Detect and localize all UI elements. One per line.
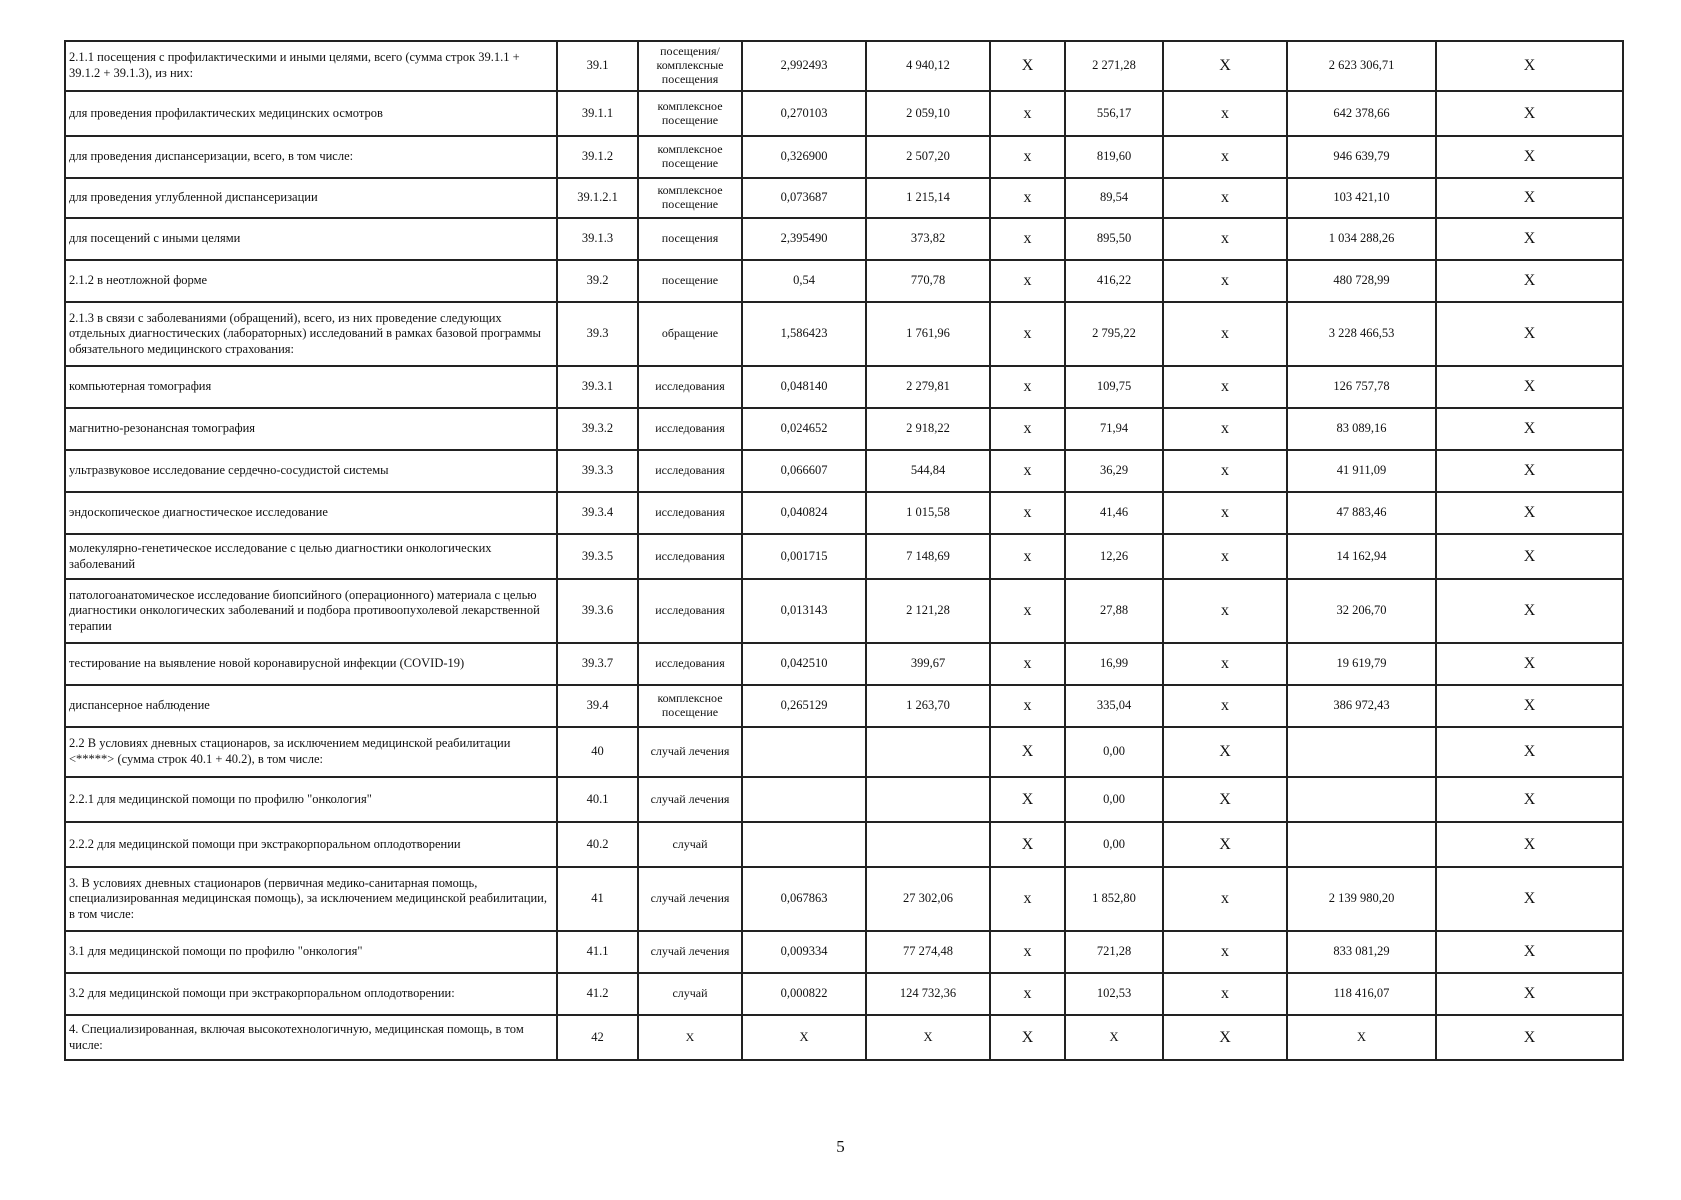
row-col8: X [1163, 822, 1287, 867]
row-name: 2.1.2 в неотложной форме [65, 260, 557, 302]
table-row [65, 867, 1623, 931]
row-name: 2.2 В условиях дневных стационаров, за исключением медицинской реабилитации <*****> (сумма строк 40.1 + 40.2), в том числе: [65, 727, 557, 777]
row-col7: 102,53 [1065, 973, 1163, 1015]
row-code: 41.2 [557, 973, 638, 1015]
row-code: 39.3.7 [557, 643, 638, 685]
row-col7: 335,04 [1065, 685, 1163, 727]
row-col7: 2 271,28 [1065, 41, 1163, 91]
row-unit: обращение [638, 302, 742, 366]
row-col10: X [1436, 931, 1623, 973]
row-col7: 721,28 [1065, 931, 1163, 973]
table-row [65, 643, 1623, 685]
row-col10: X [1436, 867, 1623, 931]
row-norm: 0,013143 [742, 579, 866, 643]
row-code: 39.3.4 [557, 492, 638, 534]
table-row [65, 777, 1623, 822]
row-col6: x [990, 534, 1065, 579]
row-col7: 109,75 [1065, 366, 1163, 408]
row-norm [742, 727, 866, 777]
row-col6: x [990, 260, 1065, 302]
row-col8: x [1163, 973, 1287, 1015]
row-col10: X [1436, 643, 1623, 685]
row-norm: 2,395490 [742, 218, 866, 260]
row-norm: X [742, 1015, 866, 1060]
row-name: для посещений с иными целями [65, 218, 557, 260]
row-col6: X [990, 822, 1065, 867]
row-col6: x [990, 579, 1065, 643]
row-norm: 0,326900 [742, 136, 866, 178]
row-col7: 12,26 [1065, 534, 1163, 579]
row-col6: X [990, 777, 1065, 822]
row-col8: x [1163, 178, 1287, 218]
table-row [65, 685, 1623, 727]
row-col10: X [1436, 260, 1623, 302]
table-row [65, 366, 1623, 408]
row-cost: 77 274,48 [866, 931, 990, 973]
row-col8: x [1163, 91, 1287, 136]
row-cost [866, 777, 990, 822]
row-cost: 124 732,36 [866, 973, 990, 1015]
row-col9: 83 089,16 [1287, 408, 1436, 450]
row-col6: x [990, 450, 1065, 492]
table-row [65, 727, 1623, 777]
table-row [65, 408, 1623, 450]
row-cost: 2 279,81 [866, 366, 990, 408]
row-col6: x [990, 931, 1065, 973]
row-name: компьютерная томография [65, 366, 557, 408]
row-name: тестирование на выявление новой коронавирусной инфекции (COVID-19) [65, 643, 557, 685]
table-row [65, 450, 1623, 492]
row-col7: 0,00 [1065, 727, 1163, 777]
row-col6: x [990, 492, 1065, 534]
row-col8: x [1163, 867, 1287, 931]
row-norm: 1,586423 [742, 302, 866, 366]
row-col10: X [1436, 727, 1623, 777]
row-col10: X [1436, 218, 1623, 260]
row-col6: x [990, 973, 1065, 1015]
row-norm: 0,54 [742, 260, 866, 302]
row-name: 2.2.2 для медицинской помощи при экстракорпоральном оплодотворении [65, 822, 557, 867]
row-col8: x [1163, 218, 1287, 260]
row-cost: 2 507,20 [866, 136, 990, 178]
row-col8: x [1163, 643, 1287, 685]
row-name: для проведения диспансеризации, всего, в том числе: [65, 136, 557, 178]
row-col10: X [1436, 534, 1623, 579]
row-col6: X [990, 41, 1065, 91]
row-col9: 2 139 980,20 [1287, 867, 1436, 931]
row-cost: 1 015,58 [866, 492, 990, 534]
row-unit: случай [638, 973, 742, 1015]
row-norm: 0,265129 [742, 685, 866, 727]
row-col7: 2 795,22 [1065, 302, 1163, 366]
row-norm [742, 822, 866, 867]
row-cost: 770,78 [866, 260, 990, 302]
row-col10: X [1436, 777, 1623, 822]
row-unit: исследования [638, 366, 742, 408]
table-row [65, 822, 1623, 867]
row-col6: x [990, 91, 1065, 136]
row-col10: X [1436, 366, 1623, 408]
row-code: 39.4 [557, 685, 638, 727]
table-row [65, 136, 1623, 178]
row-col8: x [1163, 685, 1287, 727]
row-norm: 0,001715 [742, 534, 866, 579]
row-unit: посещения [638, 218, 742, 260]
row-name: патологоанатомическое исследование биопсийного (операционного) материала с целью диагностики онкологических заболеваний и подбора противоопухолевой лекарственной терапии [65, 579, 557, 643]
row-col10: X [1436, 450, 1623, 492]
row-col8: X [1163, 727, 1287, 777]
row-cost [866, 727, 990, 777]
row-col7: 1 852,80 [1065, 867, 1163, 931]
row-col6: x [990, 218, 1065, 260]
row-col9: 946 639,79 [1287, 136, 1436, 178]
row-col8: x [1163, 492, 1287, 534]
row-cost: 4 940,12 [866, 41, 990, 91]
row-unit: случай лечения [638, 867, 742, 931]
row-col7: 41,46 [1065, 492, 1163, 534]
row-col9: 1 034 288,26 [1287, 218, 1436, 260]
row-col7: 0,00 [1065, 777, 1163, 822]
row-cost: 399,67 [866, 643, 990, 685]
row-col8: x [1163, 450, 1287, 492]
table-row [65, 302, 1623, 366]
row-cost: 373,82 [866, 218, 990, 260]
row-norm: 0,073687 [742, 178, 866, 218]
row-cost: 1 215,14 [866, 178, 990, 218]
row-name: диспансерное наблюдение [65, 685, 557, 727]
table-row [65, 492, 1623, 534]
row-col8: X [1163, 777, 1287, 822]
row-col9: 386 972,43 [1287, 685, 1436, 727]
row-col9: 2 623 306,71 [1287, 41, 1436, 91]
row-unit: комплексное посещение [638, 178, 742, 218]
row-code: 39.3.3 [557, 450, 638, 492]
row-unit: исследования [638, 450, 742, 492]
row-name: 3.2 для медицинской помощи при экстракорпоральном оплодотворении: [65, 973, 557, 1015]
row-col7: 819,60 [1065, 136, 1163, 178]
row-norm [742, 777, 866, 822]
row-code: 39.1.3 [557, 218, 638, 260]
row-col8: X [1163, 41, 1287, 91]
row-name: эндоскопическое диагностическое исследование [65, 492, 557, 534]
row-col8: x [1163, 260, 1287, 302]
row-cost: 2 059,10 [866, 91, 990, 136]
row-col6: X [990, 1015, 1065, 1060]
row-col9: 3 228 466,53 [1287, 302, 1436, 366]
row-norm: 0,048140 [742, 366, 866, 408]
row-unit: исследования [638, 408, 742, 450]
row-col10: X [1436, 302, 1623, 366]
row-norm: 2,992493 [742, 41, 866, 91]
row-code: 39.3.2 [557, 408, 638, 450]
row-code: 40 [557, 727, 638, 777]
row-col7: 0,00 [1065, 822, 1163, 867]
row-col9: X [1287, 1015, 1436, 1060]
row-col9: 32 206,70 [1287, 579, 1436, 643]
row-col8: x [1163, 931, 1287, 973]
row-col8: x [1163, 534, 1287, 579]
row-col10: X [1436, 973, 1623, 1015]
row-code: 39.1 [557, 41, 638, 91]
row-col10: X [1436, 685, 1623, 727]
row-name: 3.1 для медицинской помощи по профилю "онкология" [65, 931, 557, 973]
row-norm: 0,024652 [742, 408, 866, 450]
row-name: 4. Специализированная, включая высокотехнологичную, медицинская помощь, в том числе: [65, 1015, 557, 1060]
table-row [65, 973, 1623, 1015]
row-code: 39.1.2.1 [557, 178, 638, 218]
row-col10: X [1436, 579, 1623, 643]
row-unit: исследования [638, 534, 742, 579]
row-unit: случай [638, 822, 742, 867]
row-code: 39.3.6 [557, 579, 638, 643]
row-unit: комплексное посещение [638, 91, 742, 136]
row-code: 40.2 [557, 822, 638, 867]
row-name: 2.1.3 в связи с заболеваниями (обращений), всего, из них проведение следующих отдельных диагностических (лабораторных) исследований в рамках базовой программы обязательного медицинского страхования: [65, 302, 557, 366]
table-row [65, 218, 1623, 260]
row-norm: 0,040824 [742, 492, 866, 534]
row-col10: X [1436, 41, 1623, 91]
row-col8: x [1163, 366, 1287, 408]
row-name: 2.2.1 для медицинской помощи по профилю "онкология" [65, 777, 557, 822]
row-col6: x [990, 136, 1065, 178]
row-cost: 1 263,70 [866, 685, 990, 727]
row-col6: x [990, 178, 1065, 218]
row-col6: x [990, 685, 1065, 727]
row-col8: x [1163, 136, 1287, 178]
table-row [65, 260, 1623, 302]
row-col7: 36,29 [1065, 450, 1163, 492]
row-cost: 2 918,22 [866, 408, 990, 450]
row-name: для проведения профилактических медицинских осмотров [65, 91, 557, 136]
row-col9: 103 421,10 [1287, 178, 1436, 218]
row-code: 39.3.1 [557, 366, 638, 408]
row-col6: x [990, 867, 1065, 931]
row-col9 [1287, 822, 1436, 867]
row-code: 39.1.1 [557, 91, 638, 136]
row-code: 42 [557, 1015, 638, 1060]
row-col10: X [1436, 91, 1623, 136]
row-col9: 833 081,29 [1287, 931, 1436, 973]
table-body [65, 41, 1623, 1060]
row-col7: 895,50 [1065, 218, 1163, 260]
table-row [65, 579, 1623, 643]
row-name: молекулярно-генетическое исследование с целью диагностики онкологических заболеваний [65, 534, 557, 579]
row-col9: 19 619,79 [1287, 643, 1436, 685]
row-cost: 7 148,69 [866, 534, 990, 579]
row-cost [866, 822, 990, 867]
row-unit: посещения/комплексные посещения [638, 41, 742, 91]
row-col9 [1287, 727, 1436, 777]
row-unit: комплексное посещение [638, 136, 742, 178]
row-cost: 27 302,06 [866, 867, 990, 931]
table-row [65, 91, 1623, 136]
page-number: 5 [836, 1137, 845, 1156]
row-code: 39.2 [557, 260, 638, 302]
row-col10: X [1436, 178, 1623, 218]
row-unit: посещение [638, 260, 742, 302]
row-col8: X [1163, 1015, 1287, 1060]
row-norm: 0,000822 [742, 973, 866, 1015]
row-name: ультразвуковое исследование сердечно-сосудистой системы [65, 450, 557, 492]
row-col7: X [1065, 1015, 1163, 1060]
row-col9: 118 416,07 [1287, 973, 1436, 1015]
row-norm: 0,009334 [742, 931, 866, 973]
row-col9: 14 162,94 [1287, 534, 1436, 579]
row-norm: 0,042510 [742, 643, 866, 685]
row-col7: 16,99 [1065, 643, 1163, 685]
row-name: для проведения углубленной диспансеризации [65, 178, 557, 218]
row-col6: x [990, 643, 1065, 685]
row-cost: 2 121,28 [866, 579, 990, 643]
row-cost: 544,84 [866, 450, 990, 492]
row-norm: 0,066607 [742, 450, 866, 492]
table-row [65, 1015, 1623, 1060]
row-col9: 126 757,78 [1287, 366, 1436, 408]
row-col10: X [1436, 822, 1623, 867]
row-unit: случай лечения [638, 931, 742, 973]
row-norm: 0,270103 [742, 91, 866, 136]
row-col6: x [990, 366, 1065, 408]
row-col10: X [1436, 408, 1623, 450]
table-row [65, 41, 1623, 91]
row-col7: 71,94 [1065, 408, 1163, 450]
row-unit: случай лечения [638, 777, 742, 822]
row-unit: исследования [638, 579, 742, 643]
row-code: 40.1 [557, 777, 638, 822]
row-unit: исследования [638, 643, 742, 685]
row-unit: комплексное посещение [638, 685, 742, 727]
row-col8: x [1163, 579, 1287, 643]
row-col8: x [1163, 408, 1287, 450]
table-row [65, 931, 1623, 973]
financing-table [64, 40, 1624, 1061]
row-code: 39.1.2 [557, 136, 638, 178]
row-code: 39.3.5 [557, 534, 638, 579]
row-col6: x [990, 302, 1065, 366]
row-col9: 642 378,66 [1287, 91, 1436, 136]
row-unit: исследования [638, 492, 742, 534]
row-norm: 0,067863 [742, 867, 866, 931]
row-col7: 556,17 [1065, 91, 1163, 136]
row-col10: X [1436, 136, 1623, 178]
row-col9: 47 883,46 [1287, 492, 1436, 534]
row-col9: 41 911,09 [1287, 450, 1436, 492]
row-col10: X [1436, 492, 1623, 534]
table-row [65, 178, 1623, 218]
row-cost: X [866, 1015, 990, 1060]
row-col6: X [990, 727, 1065, 777]
row-cost: 1 761,96 [866, 302, 990, 366]
row-name: магнитно-резонансная томография [65, 408, 557, 450]
row-col6: x [990, 408, 1065, 450]
row-code: 39.3 [557, 302, 638, 366]
row-col7: 89,54 [1065, 178, 1163, 218]
row-unit: X [638, 1015, 742, 1060]
row-unit: случай лечения [638, 727, 742, 777]
row-col9: 480 728,99 [1287, 260, 1436, 302]
row-col8: x [1163, 302, 1287, 366]
row-name: 2.1.1 посещения с профилактическими и иными целями, всего (сумма строк 39.1.1 + 39.1.2 + 39.1.3), из них: [65, 41, 557, 91]
table-row [65, 534, 1623, 579]
row-name: 3. В условиях дневных стационаров (первичная медико-санитарная помощь, специализированная медицинская помощь), за исключением медицинской реабилитации, в том числе: [65, 867, 557, 931]
row-col10: X [1436, 1015, 1623, 1060]
row-code: 41 [557, 867, 638, 931]
row-code: 41.1 [557, 931, 638, 973]
row-col9 [1287, 777, 1436, 822]
row-col7: 27,88 [1065, 579, 1163, 643]
row-col7: 416,22 [1065, 260, 1163, 302]
